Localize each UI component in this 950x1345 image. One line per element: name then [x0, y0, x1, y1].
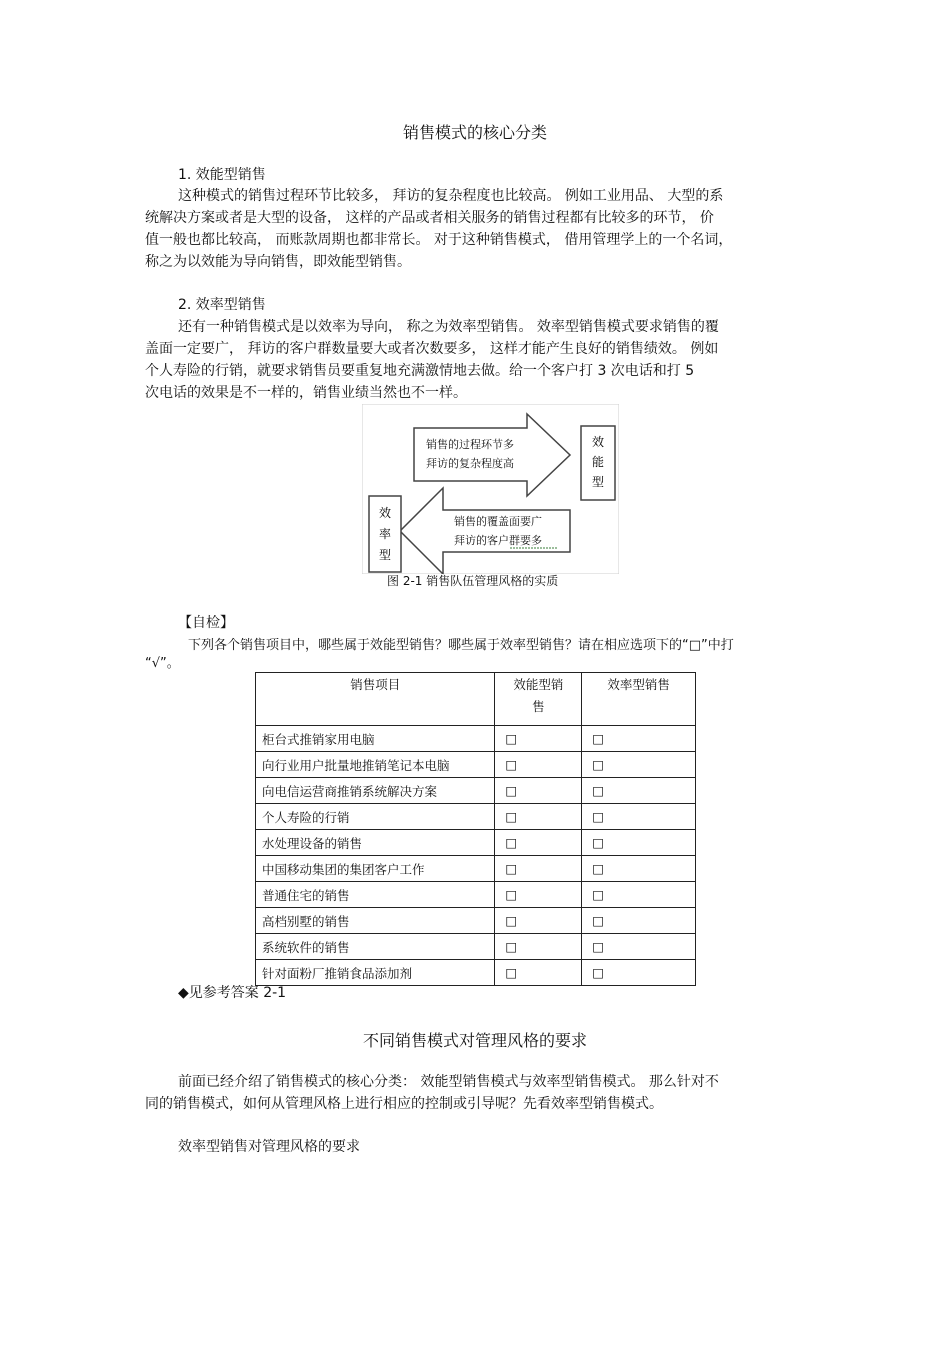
- paragraph-efficacy-line1: 这种模式的销售过程环节比较多， 拜访的复杂程度也比较高。 例如工业用品、 大型的系: [178, 188, 724, 204]
- efficacy-checkbox[interactable]: □: [495, 908, 582, 934]
- table-row: [256, 830, 696, 856]
- box-efficiency-char1: 效: [379, 506, 392, 520]
- table-row: [256, 908, 696, 934]
- table-row: [256, 882, 696, 908]
- heading-efficacy: 1. 效能型销售: [178, 167, 266, 183]
- table-row: [256, 934, 696, 960]
- heading-efficiency: 2. 效率型销售: [178, 297, 266, 313]
- box-efficiency-char3: 型: [379, 548, 392, 562]
- efficiency-checkbox[interactable]: □: [582, 856, 696, 882]
- row-item-label: 向行业用户批量地推销笔记本电脑: [256, 752, 495, 778]
- arrow-left-line2: 拜访的客户群要多: [454, 534, 542, 547]
- figure-sales-models: [362, 404, 619, 574]
- box-efficacy-char2: 能: [592, 455, 605, 469]
- header-efficiency: 效率型销售: [582, 673, 696, 726]
- efficacy-checkbox[interactable]: □: [495, 830, 582, 856]
- efficacy-checkbox[interactable]: □: [495, 934, 582, 960]
- row-item-label: 个人寿险的行销: [256, 804, 495, 830]
- self-check-table: [255, 672, 696, 986]
- efficacy-checkbox[interactable]: □: [495, 752, 582, 778]
- section2-paragraph-line1: 前面已经介绍了销售模式的核心分类： 效能型销售模式与效率型销售模式。 那么针对不: [178, 1074, 719, 1090]
- row-item-label: 高档别墅的销售: [256, 908, 495, 934]
- efficiency-checkbox[interactable]: □: [582, 726, 696, 752]
- paragraph-efficiency-line2: 盖面一定要广， 拜访的客户群数量要大或者次数要多， 这样才能产生良好的销售绩效。 例如: [145, 341, 719, 357]
- paragraph-efficacy-line4: 称之为以效能为导向销售，即效能型销售。: [145, 254, 411, 270]
- efficacy-checkbox[interactable]: □: [495, 726, 582, 752]
- section2-paragraph-line2: 同的销售模式，如何从管理风格上进行相应的控制或引导呢？先看效率型销售模式。: [145, 1096, 663, 1112]
- efficacy-checkbox[interactable]: □: [495, 882, 582, 908]
- box-efficacy-char1: 效: [592, 435, 605, 449]
- efficacy-checkbox[interactable]: □: [495, 960, 582, 986]
- efficiency-checkbox[interactable]: □: [582, 908, 696, 934]
- table-row: [256, 778, 696, 804]
- self-check-instruction-cont: “√”。: [145, 656, 180, 671]
- header-sales-item: 销售项目: [256, 673, 495, 726]
- header-efficacy-line1: 效能型销: [513, 677, 564, 692]
- efficiency-checkbox[interactable]: □: [582, 804, 696, 830]
- efficiency-checkbox[interactable]: □: [582, 752, 696, 778]
- page-title: 销售模式的核心分类: [402, 123, 547, 142]
- efficiency-checkbox[interactable]: □: [582, 778, 696, 804]
- table-row: [256, 960, 696, 986]
- arrow-right-line1: 销售的过程环节多: [426, 438, 514, 451]
- self-check-label: 【自检】: [178, 615, 234, 631]
- subheading-efficiency-management: 效率型销售对管理风格的要求: [178, 1139, 360, 1155]
- row-item-label: 向电信运营商推销系统解决方案: [256, 778, 495, 804]
- table-header-row: [256, 673, 696, 726]
- row-item-label: 中国移动集团的集团客户工作: [256, 856, 495, 882]
- arrow-left-line1: 销售的覆盖面要广: [454, 515, 542, 528]
- row-item-label: 针对面粉厂推销食品添加剂: [256, 960, 495, 986]
- efficiency-checkbox[interactable]: □: [582, 934, 696, 960]
- table-row: [256, 752, 696, 778]
- answer-reference: ◆见参考答案 2-1: [178, 985, 287, 1001]
- header-efficacy-line2: 售: [532, 699, 545, 714]
- paragraph-efficacy-line2: 统解决方案或者是大型的设备， 这样的产品或者相关服务的销售过程都有比较多的环节， 价: [145, 210, 714, 226]
- box-efficacy-char3: 型: [592, 475, 605, 489]
- efficacy-checkbox[interactable]: □: [495, 778, 582, 804]
- section-title: 不同销售模式对管理风格的要求: [362, 1031, 587, 1050]
- box-efficiency-char2: 率: [379, 527, 392, 541]
- row-item-label: 水处理设备的销售: [256, 830, 495, 856]
- paragraph-efficiency-line1: 还有一种销售模式是以效率为导向， 称之为效率型销售。 效率型销售模式要求销售的覆: [178, 319, 719, 335]
- table-row: [256, 856, 696, 882]
- arrow-right-line2: 拜访的复杂程度高: [426, 457, 514, 470]
- efficiency-checkbox[interactable]: □: [582, 830, 696, 856]
- table-row: [256, 804, 696, 830]
- row-item-label: 系统软件的销售: [256, 934, 495, 960]
- row-item-label: 柜台式推销家用电脑: [256, 726, 495, 752]
- efficiency-checkbox[interactable]: □: [582, 960, 696, 986]
- header-efficacy: [495, 673, 582, 726]
- paragraph-efficiency-line4: 次电话的效果是不一样的，销售业绩当然也不一样。: [145, 385, 467, 401]
- efficacy-checkbox[interactable]: □: [495, 804, 582, 830]
- paragraph-efficiency-line3: 个人寿险的行销，就要求销售员要重复地充满激情地去做。给一个客户打 3 次电话和打 5: [145, 363, 695, 379]
- self-check-instruction: 下列各个销售项目中，哪些属于效能型销售？哪些属于效率型销售？请在相应选项下的“□”中打: [188, 638, 734, 653]
- paragraph-efficacy-line3: 值一般也都比较高， 而账款周期也都非常长。 对于这种销售模式， 借用管理学上的一个名词，: [145, 232, 733, 248]
- figure-caption: 图 2-1 销售队伍管理风格的实质: [387, 574, 559, 588]
- row-item-label: 普通住宅的销售: [256, 882, 495, 908]
- efficiency-checkbox[interactable]: □: [582, 882, 696, 908]
- efficacy-checkbox[interactable]: □: [495, 856, 582, 882]
- table-row: [256, 726, 696, 752]
